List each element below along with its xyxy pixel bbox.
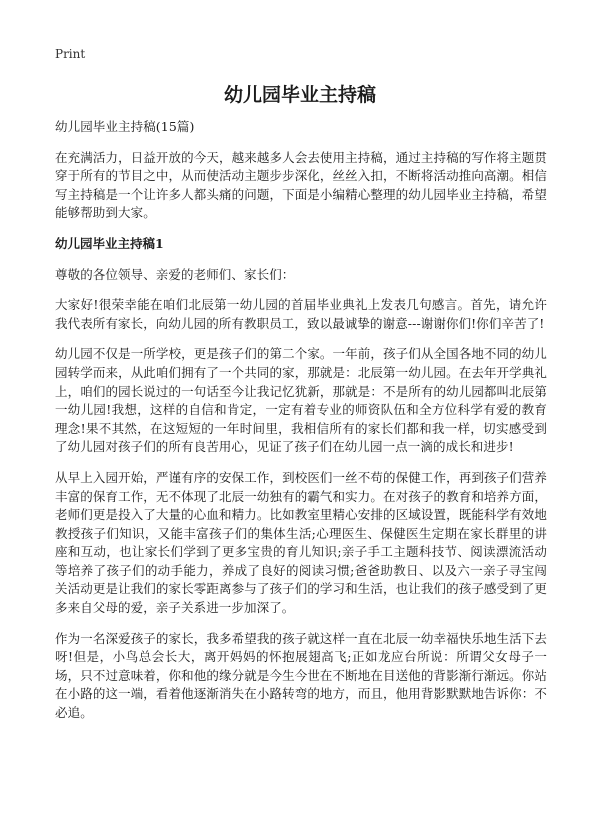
- body-paragraph: 从早上入园开始，严谨有序的安保工作，到校医们一丝不苟的保健工作，再到孩子们营养丰富的保育工作，无不体现了北辰一幼独有的霸气和实力。在对孩子的教育和培养方面，老师们更是投入了大量的心血和精力。比如教室里精心安排的区域设置，既能科学有效地教授孩子们知识，又能丰富孩子们的集体生活;心理医生、保健医生定期在家长群里的讲座和互动，也让家长们学到了更多宝贵的育儿知识;亲子手工主题科技节、阅读漂流活动等培养了孩子们的动手能力，养成了良好的阅读习惯;爸爸助教日、以及六一亲子寻宝闯关活动更是让我们的家长零距离参与了孩子们的学习和生活，也让我们的孩子感受到了更多来自父母的爱，亲子关系进一步加深了。: [55, 469, 547, 616]
- document-body: [55, 118, 547, 735]
- body-paragraph: 大家好!很荣幸能在咱们北辰第一幼儿园的首届毕业典礼上发表几句感言。首先，请允许我代表所有家长，向幼儿园的所有教职员工，致以最诚挚的谢意---谢谢你们!你们辛苦了!: [55, 297, 547, 331]
- greeting-paragraph: 尊敬的各位领导、亲爱的老师们、家长们：: [55, 266, 295, 282]
- intro-paragraph: 在充满活力，日益开放的今天，越来越多人会去使用主持稿，通过主持稿的写作将主题贯穿于所有的节目之中，从而使活动主题步步深化，丝丝入扣，不断将活动推向高潮。相信写主持稿是一个让许多人都头痛的问题，下面是小编精心整理的幼儿园毕业主持稿，希望能够帮助到大家。: [55, 149, 547, 221]
- print-link[interactable]: Print: [55, 47, 86, 61]
- section-heading: 幼儿园毕业主持稿1: [55, 235, 164, 251]
- document-title: 幼儿园毕业主持稿: [223, 84, 376, 106]
- document-subtitle: 幼儿园毕业主持稿(15篇): [55, 119, 195, 134]
- body-paragraph: 幼儿园不仅是一所学校，更是孩子们的第二个家。一年前，孩子们从全国各地不同的幼儿园转学而来，从此咱们拥有了一个共同的家，那就是：北辰第一幼儿园。在去年开学典礼上，咱们的园长说过的一句话至今让我记忆犹新，那就是：不是所有的幼儿园都叫北辰第一幼儿园!我想，这样的自信和肯定，一定有着专业的师资队伍和全方位科学有爱的教育理念!果不其然，在这短短的一年时间里，我相信所有的家长们都和我一样，切实感受到了幼儿园对孩子们的所有良苦用心，见证了孩子们在幼儿园一点一滴的成长和进步!: [55, 346, 547, 455]
- body-paragraph: 作为一名深爱孩子的家长，我多希望我的孩子就这样一直在北辰一幼幸福快乐地生活下去呀!但是，小鸟总会长大，离开妈妈的怀抱展翅高飞;正如龙应台所说：所谓父女母子一场，只不过意味着，你和他的缘分就是今生今世在不断地在目送他的背影渐行渐远。你站在小路的这一端，看着他逐渐消失在小路转弯的地方，而且，他用背影默默地告诉你：不必追。: [55, 630, 547, 721]
